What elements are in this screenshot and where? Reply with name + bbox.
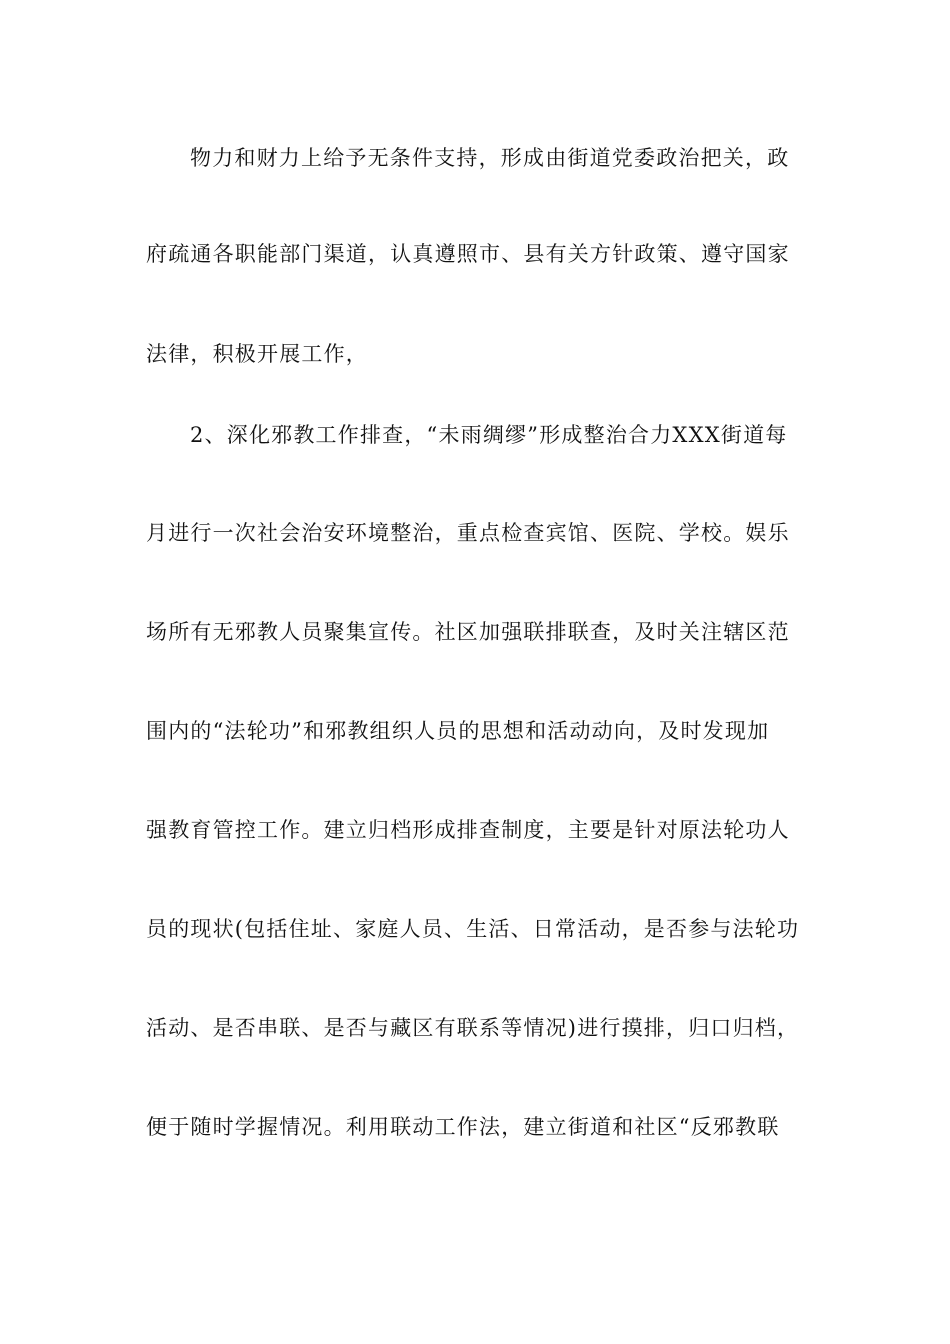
paragraph-line: 府疏通各职能部门渠道，认真遵照市、县有关方针政策、遵守国家 [146, 242, 790, 266]
paragraph-line: 法律，积极开展工作， [146, 342, 368, 366]
paragraph-line: 强教育管控工作。建立归档形成排查制度，主要是针对原法轮功人 [146, 818, 790, 842]
paragraph-line: 活动、是否串联、是否与藏区有联系等情况)进行摸排，归口归档， [146, 1016, 800, 1040]
paragraph-line: 月进行一次社会治安环境整治，重点检查宾馆、医院、学校。娱乐 [146, 521, 790, 545]
paragraph-line: 场所有无邪教人员聚集宣传。社区加强联排联查，及时关注辖区范 [146, 620, 790, 644]
paragraph-line: 围内的“法轮功”和邪教组织人员的思想和活动动向，及时发现加 [146, 719, 770, 743]
paragraph-line: 员的现状(包括住址、家庭人员、生活、日常活动，是否参与法轮功 [146, 917, 800, 941]
paragraph-line: 物力和财力上给予无条件支持，形成由街道党委政治把关，政 [190, 146, 790, 170]
paragraph-line: 便于随时学握情况。利用联动工作法，建立街道和社区“反邪教联 [146, 1115, 780, 1139]
paragraph-line: 2、深化邪教工作排查，“未雨绸缪”形成整治合力XXX街道每 [190, 423, 788, 447]
